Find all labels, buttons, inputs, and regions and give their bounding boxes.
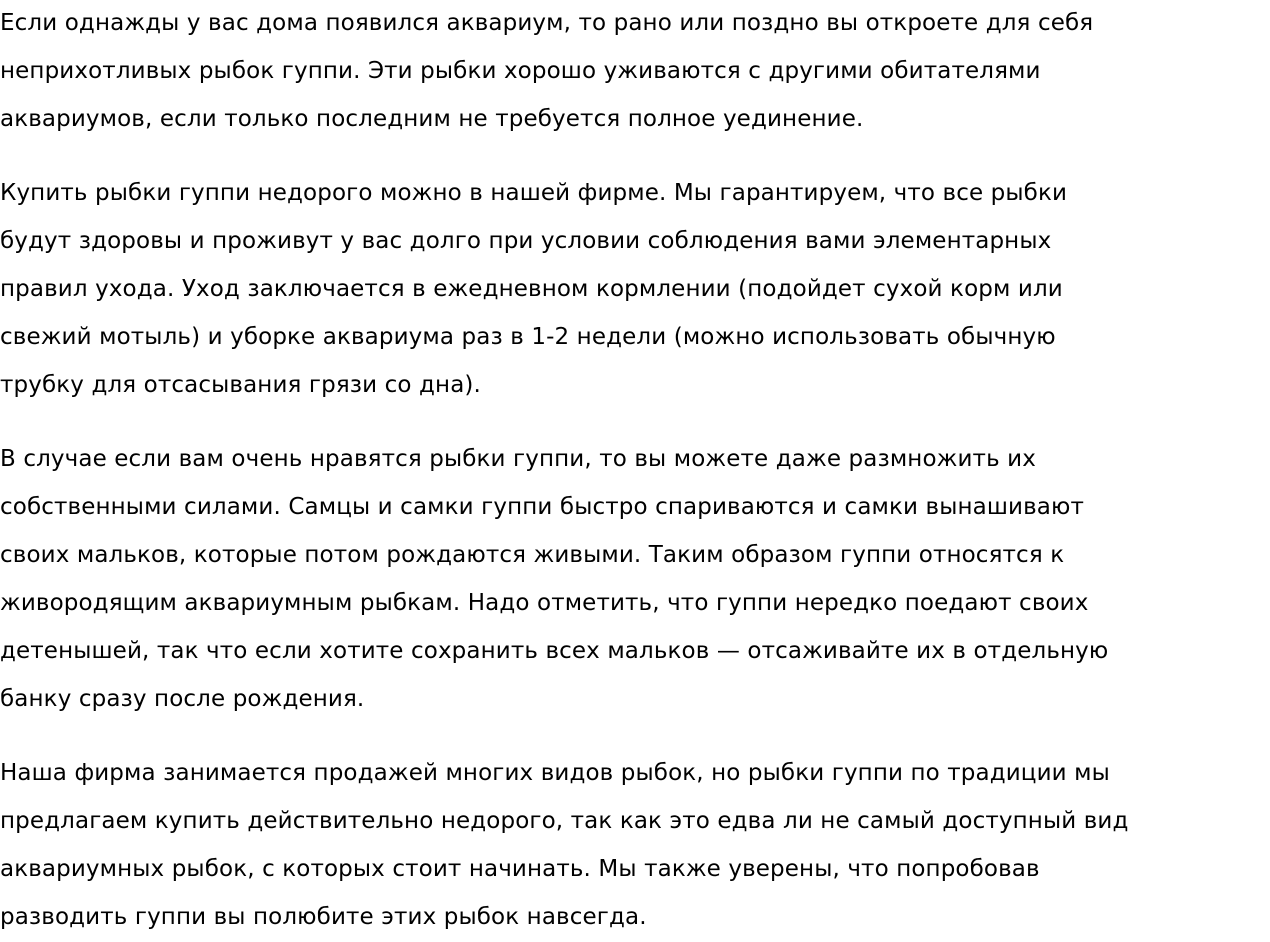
- text-line: предлагаем купить действительно недорого, так как это едва ли не самый доступный вид: [0, 808, 1129, 834]
- paragraph-company: [0, 749, 1270, 941]
- text-line: разводить гуппи вы полюбите этих рыбок навсегда.: [0, 904, 647, 930]
- text-line: правил ухода. Уход заключается в ежедневном кормлении (подойдет сухой корм или: [0, 276, 1063, 302]
- text-line: будут здоровы и проживут у вас долго при условии соблюдения вами элементарных: [0, 228, 1052, 254]
- text-line: аквариумных рыбок, с которых стоит начинать. Мы также уверены, что попробовав: [0, 856, 1040, 882]
- paragraph-intro: [0, 0, 1270, 143]
- text-line: детенышей, так что если хотите сохранить всех мальков — отсаживайте их в отдельную: [0, 638, 1109, 664]
- text-line: своих мальков, которые потом рождаются живыми. Таким образом гуппи относятся к: [0, 542, 1065, 568]
- paragraph-breeding: [0, 435, 1270, 723]
- text-line: Наша фирма занимается продажей многих видов рыбок, но рыбки гуппи по традиции мы: [0, 760, 1110, 786]
- text-line: свежий мотыль) и уборке аквариума раз в 1-2 недели (можно использовать обычную: [0, 324, 1056, 350]
- text-line: неприхотливых рыбок гуппи. Эти рыбки хорошо уживаются с другими обитателями: [0, 58, 1041, 84]
- text-line: Купить рыбки гуппи недорого можно в нашей фирме. Мы гарантируем, что все рыбки: [0, 180, 1068, 206]
- text-line: живородящим аквариумным рыбкам. Надо отметить, что гуппи нередко поедают своих: [0, 590, 1089, 616]
- text-line: В случае если вам очень нравятся рыбки гуппи, то вы можете даже размножить их: [0, 446, 1036, 472]
- paragraph-buy: [0, 169, 1270, 409]
- text-line: банку сразу после рождения.: [0, 686, 365, 712]
- text-line: аквариумов, если только последним не требуется полное уединение.: [0, 106, 864, 132]
- text-line: трубку для отсасывания грязи со дна).: [0, 372, 481, 398]
- text-line: Если однажды у вас дома появился аквариум, то рано или поздно вы откроете для себя: [0, 10, 1094, 36]
- text-line: собственными силами. Самцы и самки гуппи быстро спариваются и самки вынашивают: [0, 494, 1084, 520]
